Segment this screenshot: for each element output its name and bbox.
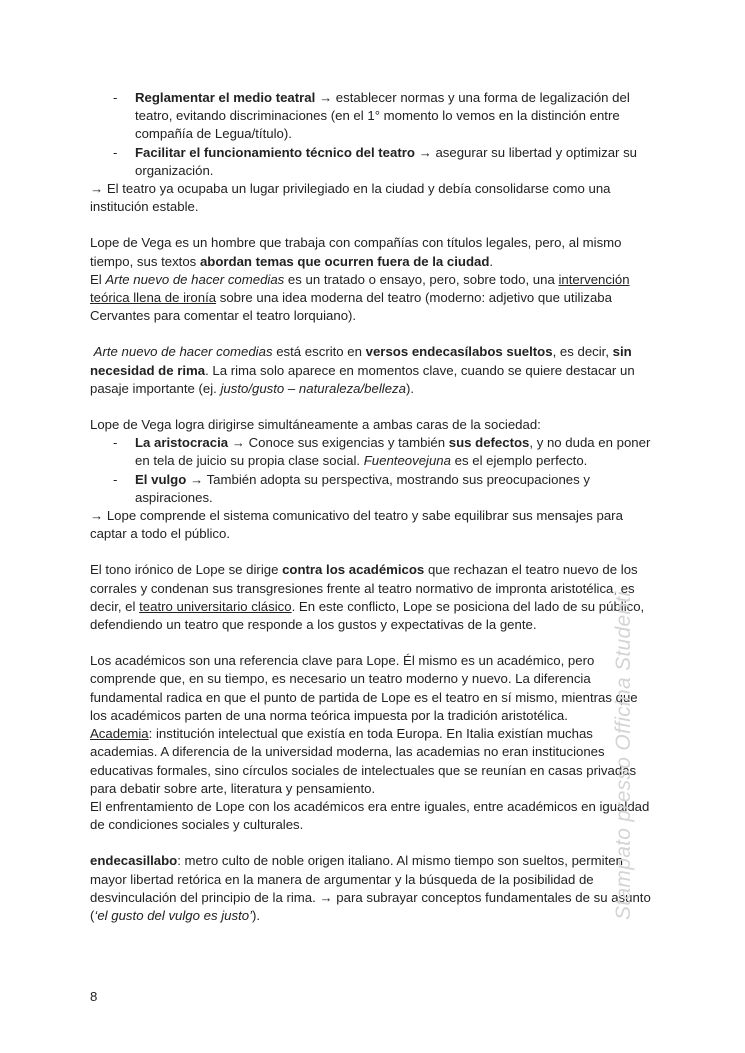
paragraph-academicos: Los académicos son una referencia clave para Lope. Él mismo es un académico, pero comprende que, en su tiempo, es necesario un teatro moderno y nuevo. La diferencia fundamental radica en que el punto de partida de Lope es el teatro en sí mismo, mientras que los académicos parten de una norma teórica impuesta por la tradición aristotélica. Academia: institución intelectual que existía en toda Europa. En Italia existían muchas academias. A diferencia de la universidad moderna, las academias no eran instituciones educativas formales, sino círculos sociales de intelectuales que se reunían en casas privadas para debatir sobre arte, literatura y pensamiento. El enfrentamiento de Lope con los académicos era entre iguales, entre académicos en igualdad de condiciones sociales y culturales.	[90, 653, 650, 833]
paragraph-sociedad: Lope de Vega logra dirigirse simultáneamente a ambas caras de la sociedad:	[90, 417, 541, 433]
paragraph-endecasillabo: endecasillabo: metro culto de noble origen italiano. Al mismo tiempo son sueltos, permiten mayor libertad retórica en la manera de argumentar y la búsqueda de la posibilidad de desvinculación del principio de la rima. → para subrayar conceptos fundamentales de su asunto (‘el gusto del vulgo es justo’).	[90, 853, 651, 923]
page-number: 8	[90, 989, 98, 1004]
paragraph-tono-ironico: El tono irónico de Lope se dirige contra los académicos que rechazan el teatro nuevo de los corrales y condenan sus transgresiones frente al teatro normativo de impronta aristotélica, es decir, el teatro universitario clásico. En este conflicto, Lope se posiciona del lado de su público, defendiendo un teatro que responde a los gustos y expectativas de la gente.	[90, 562, 645, 633]
conclusion-line: → El teatro ya ocupaba un lugar privilegiado en la ciudad y debía consolidarse como una institución estable.	[90, 181, 611, 215]
conclusion-line: → Lope comprende el sistema comunicativo del teatro y sabe equilibrar sus mensajes para captar a todo el público.	[90, 508, 623, 542]
page-body	[90, 89, 655, 925]
paragraph-arte-nuevo: Arte nuevo de hacer comedias está escrito en versos endecasílabos sueltos, es decir, sin necesidad de rima. La rima solo aparece en momentos clave, cuando se quiere destacar un pasaje importante (ej. justo/gusto – naturaleza/belleza).	[90, 344, 635, 396]
watermark: Stampato presso Officina Studenti	[612, 591, 635, 920]
list-item: - Facilitar el funcionamiento técnico del teatro → asegurar su libertad y optimizar su organización.	[90, 144, 655, 180]
list-item: - La aristocracia → Conoce sus exigencias y también sus defectos, y no duda en poner en tela de juicio su propia clase social. Fuenteovejuna es el ejemplo perfecto.	[90, 434, 655, 470]
paragraph-lope: Lope de Vega es un hombre que trabaja con compañías con títulos legales, pero, al mismo tiempo, sus textos abordan temas que ocurren fuera de la ciudad. El Arte nuevo de hacer comedias es un tratado o ensayo, pero, sobre todo, una intervención teórica llena de ironía sobre una idea moderna del teatro (moderno: adjetivo que utilizaba Cervantes para comentar el teatro lorquiano).	[90, 235, 630, 324]
list-item: - El vulgo → También adopta su perspectiva, mostrando sus preocupaciones y aspiraciones.	[90, 471, 655, 507]
list-item: - Reglamentar el medio teatral → establecer normas y una forma de legalización del teatro, evitando discriminaciones (en el 1° momento lo vemos en la distinción entre compañía de Legua/título).	[90, 89, 655, 144]
